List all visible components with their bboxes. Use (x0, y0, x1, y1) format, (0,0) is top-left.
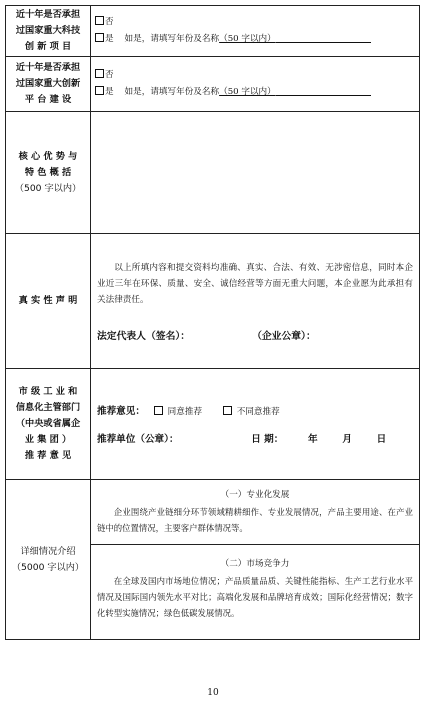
form-table (5, 5, 420, 640)
checkbox-no[interactable] (95, 16, 104, 25)
label-line: 详细情况介绍 (20, 545, 76, 557)
limit-note: （500 字以内） (14, 182, 82, 194)
limit-note: （50 字以内） (219, 34, 276, 44)
authenticity-field (91, 234, 420, 369)
yes-hint: 如是，请填写年份及名称 (124, 34, 220, 44)
authenticity-statement: 以上所填内容和提交资料均准确、真实、合法、有效、无涉密信息，同时本企业近三年在环保、质量、安全、诚信经营等方面无重大问题，本企业愿为此承担有关法律责任。 (97, 263, 413, 305)
section2-body: 在全球及国内市场地位情况；产品质量品质、关键性能指标、生产工艺行业水平情况及国际国内领先水平对比；高端化发展和品牌培育成效；国际化经营情况；数字化转型实施情况；绿色低碳发展情况。 (97, 576, 413, 618)
year-label: 年 (308, 434, 318, 445)
innovation-platform-label (6, 57, 91, 112)
checkbox-agree[interactable] (154, 406, 163, 415)
agree-label: 同意推荐 (167, 407, 203, 417)
opinion-line (91, 403, 419, 417)
row-details (6, 480, 420, 640)
label-line: 过国家重大创新 (15, 78, 81, 89)
recommendation-label (6, 369, 91, 480)
yes-label: 是 (105, 34, 114, 44)
company-seal-label: （企业公章）： (252, 331, 316, 342)
no-label: 否 (105, 70, 114, 80)
recommendation-field (91, 369, 420, 480)
label-line: 近十年是否承担 (15, 9, 81, 20)
section-divider (91, 544, 419, 545)
no-label: 否 (105, 17, 114, 27)
label-line: 特 色 概 括 (24, 166, 72, 178)
advantages-field[interactable] (91, 112, 420, 234)
date-label: 日 期： (251, 434, 284, 445)
option-no[interactable] (91, 14, 419, 31)
option-yes[interactable] (91, 31, 419, 48)
unit-label: 推荐单位（公章）： (97, 434, 179, 445)
tech-project-field (91, 6, 420, 57)
option-yes[interactable] (91, 84, 419, 101)
day-label: 日 (376, 434, 387, 445)
limit-note: （5000 字以内） (11, 561, 85, 573)
label-line: 真 实 性 声 明 (18, 295, 78, 306)
label-line: 过国家重大科技 (15, 25, 81, 36)
unit-date-line (91, 431, 419, 445)
label-line: 信息化主管部门 (15, 402, 81, 413)
checkbox-yes[interactable] (95, 86, 104, 95)
limit-note: （50 字以内） (219, 87, 276, 97)
row-recommendation (6, 369, 420, 480)
details-label (6, 480, 91, 640)
row-innovation-platform (6, 57, 420, 112)
checkbox-disagree[interactable] (223, 406, 232, 415)
checkbox-no[interactable] (95, 69, 104, 78)
label-line: 核 心 优 势 与 (18, 150, 78, 162)
checkbox-yes[interactable] (95, 33, 104, 42)
yes-label: 是 (105, 87, 114, 97)
legal-rep-label: 法定代表人（签名）： (97, 331, 191, 342)
label-line: 推 荐 意 见 (24, 450, 72, 461)
section1-title: （一）专业化发展 (220, 490, 290, 500)
row-tech-project (6, 6, 420, 57)
signature-line (91, 328, 419, 342)
page-number: 10 (207, 688, 219, 698)
innovation-platform-field (91, 57, 420, 112)
row-advantages (6, 112, 420, 234)
month-label: 月 (342, 434, 352, 445)
section2-title: （二）市场竞争力 (220, 559, 290, 569)
advantages-label (6, 112, 91, 234)
yes-hint: 如是，请填写年份及名称 (124, 87, 220, 97)
label-line: 近十年是否承担 (15, 62, 81, 73)
label-line: 市 级 工 业 和 (18, 386, 78, 397)
label-line: 平 台 建 设 (24, 94, 72, 105)
option-no[interactable] (91, 67, 419, 84)
application-form (5, 5, 420, 640)
tech-project-label (6, 6, 91, 57)
authenticity-label (6, 234, 91, 369)
label-line: 业 集 团 ） (24, 434, 72, 445)
label-line: 创 新 项 目 (24, 41, 72, 52)
fill-line[interactable] (276, 32, 371, 43)
fill-line[interactable] (276, 85, 371, 96)
label-line: （中央或省属企 (15, 418, 81, 429)
details-field (91, 480, 420, 640)
disagree-label: 不同意推荐 (236, 407, 280, 417)
section1-body: 企业围绕产业链细分环节领域精耕细作、专业发展情况，产品主要用途、在产业链中的位置情况，主要客户群体情况等。 (97, 507, 413, 533)
opinion-label: 推荐意见： (97, 406, 145, 417)
row-authenticity (6, 234, 420, 369)
